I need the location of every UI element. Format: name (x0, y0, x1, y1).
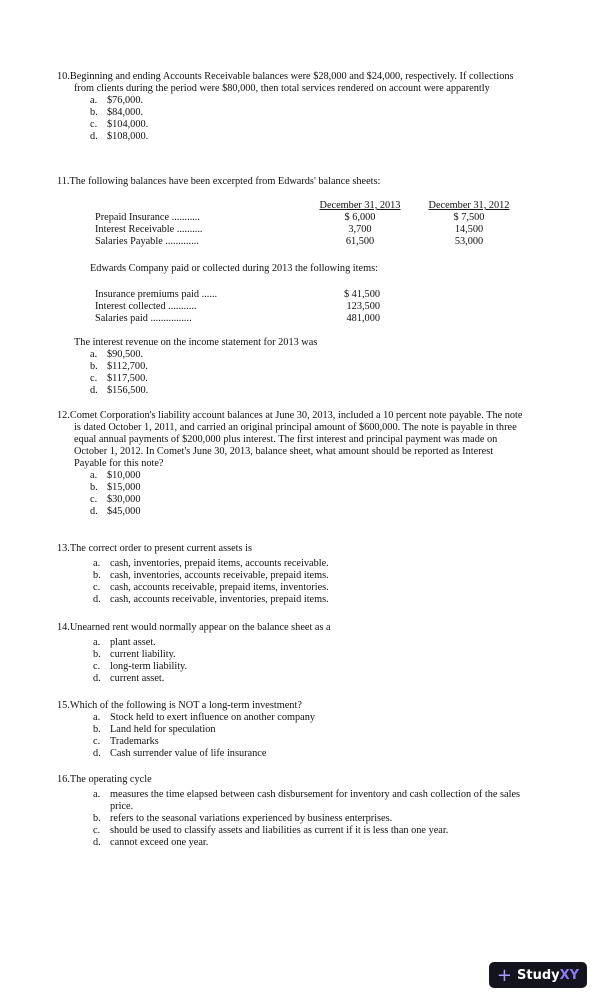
option-letter: c. (93, 582, 101, 593)
option-letter: a. (90, 349, 98, 360)
row-label: Prepaid Insurance ........... (95, 212, 200, 223)
question-11-prompt (74, 337, 544, 397)
option-text: $108,000. (107, 131, 149, 142)
option-letter: a. (93, 712, 101, 723)
logo-text-accent: XY (559, 967, 580, 983)
options (57, 95, 527, 143)
option-c (57, 494, 527, 506)
question-stem: 16.The operating cycle (57, 774, 152, 785)
option-letter: d. (93, 837, 101, 848)
option-letter: c. (93, 661, 101, 672)
option-text: $117,500. (107, 373, 148, 384)
value-2012: 53,000 (454, 236, 484, 247)
option-letter: b. (93, 724, 101, 735)
option-letter: b. (93, 570, 101, 581)
options (57, 558, 527, 606)
question-stem: 13.The correct order to present current assets is (57, 543, 252, 554)
option-text: long-term liability. (110, 661, 188, 672)
value-2013: 3,700 (348, 224, 372, 235)
option-c (57, 825, 527, 837)
option-letter: d. (90, 385, 98, 396)
option-text: should be used to classify assets and liabilities as current if it is less than one year. (110, 825, 449, 836)
option-text: $90,500. (107, 349, 144, 360)
question-stem: 11.The following balances have been excerpted from Edwards' balance sheets: (57, 176, 381, 187)
option-letter: a. (90, 95, 98, 106)
paid-item-label: Interest collected ........... (95, 301, 197, 312)
option-d (57, 385, 544, 397)
option-a (57, 637, 527, 649)
option-text: Trademarks (110, 736, 159, 747)
option-letter: a. (93, 637, 101, 648)
option-text: plant asset. (110, 637, 156, 648)
studyxy-logo (489, 962, 587, 988)
question-16 (57, 774, 527, 849)
option-a (57, 349, 544, 361)
question-12 (57, 410, 527, 518)
options (57, 637, 527, 685)
option-text: cash, inventories, accounts receivable, prepaid items. (110, 570, 329, 581)
question-stem: 10.Beginning and ending Accounts Receivable balances were $28,000 and $24,000, respectively. If collections from clients during the period were $80,000, then total services rendered on account were apparently (57, 71, 514, 94)
question-text: The interest revenue on the income statement for 2013 was (74, 337, 318, 348)
option-letter: b. (90, 482, 98, 493)
option-c (57, 661, 527, 673)
value-2013: 61,500 (345, 236, 375, 247)
row-label: Interest Receivable .......... (95, 224, 203, 235)
value-2012: $ 7,500 (453, 212, 485, 223)
question-stem: 12.Comet Corporation's liability account balances at June 30, 2013, included a 10 percent note payable. The note is dated October 1, 2011, and carried an original principal amount of $600,000. The note is payable in three equal annual payments of $200,000 plus interest. The first interest and principal payment was made on October 1, 2012. In Comet's June 30, 2013, balance sheet, what amount should be reported as Interest Payable for this note? (57, 410, 523, 469)
option-text: Stock held to exert influence on another company (110, 712, 316, 723)
option-d (57, 131, 527, 143)
option-c (57, 582, 527, 594)
option-b (57, 724, 527, 736)
option-a (57, 712, 527, 724)
option-letter: d. (90, 131, 98, 142)
option-c (57, 373, 544, 385)
option-letter: a. (93, 558, 101, 569)
option-letter: a. (90, 470, 98, 481)
option-d (57, 506, 527, 518)
paid-item-label: Salaries paid ................ (95, 313, 192, 324)
options (57, 470, 527, 518)
option-b (57, 482, 527, 494)
question-10 (57, 71, 527, 143)
option-text: $15,000 (107, 482, 141, 493)
value-2013: $ 6,000 (344, 212, 376, 223)
option-letter: d. (93, 594, 101, 605)
question-stem: 15.Which of the following is NOT a long-term investment? (57, 700, 302, 711)
option-letter: a. (93, 789, 101, 800)
options (57, 349, 544, 397)
option-text: current asset. (110, 673, 165, 684)
value-2012: 14,500 (454, 224, 484, 235)
option-letter: c. (90, 119, 98, 130)
column-header-2012: December 31, 2012 (428, 200, 510, 211)
option-d (57, 837, 527, 849)
options (57, 712, 527, 760)
option-a (57, 789, 527, 813)
paid-item-value: 123,500 (346, 301, 380, 312)
question-13 (57, 543, 527, 606)
option-b (57, 570, 527, 582)
option-text: cash, accounts receivable, inventories, prepaid items. (110, 594, 329, 605)
option-text: Land held for speculation (110, 724, 216, 735)
option-letter: d. (93, 748, 101, 759)
option-a (57, 558, 527, 570)
paid-item-value: $ 41,500 (343, 289, 380, 300)
logo-text: Study (517, 967, 560, 983)
option-c (57, 119, 527, 131)
option-d (57, 594, 527, 606)
option-d (57, 748, 527, 760)
option-text: $76,000. (107, 95, 144, 106)
option-c (57, 736, 527, 748)
option-text: refers to the seasonal variations experienced by business enterprises. (110, 813, 393, 824)
option-b (57, 107, 527, 119)
option-text: $45,000 (107, 506, 141, 517)
paid-item-label: Insurance premiums paid ...... (95, 289, 218, 300)
paid-intro: Edwards Company paid or collected during 2013 the following items: (90, 263, 378, 274)
options (57, 789, 527, 849)
paid-item-value: 481,000 (346, 313, 380, 324)
option-a (57, 470, 527, 482)
option-letter: b. (90, 361, 98, 372)
option-text: $10,000 (107, 470, 141, 481)
option-letter: c. (90, 373, 98, 384)
option-text: $104,000. (107, 119, 149, 130)
column-header-2013: December 31, 2013 (319, 200, 401, 211)
option-text: cash, accounts receivable, prepaid items, inventories. (110, 582, 329, 593)
option-text: cash, inventories, prepaid items, accounts receivable. (110, 558, 329, 569)
option-b (57, 361, 544, 373)
option-letter: d. (93, 673, 101, 684)
option-letter: b. (90, 107, 98, 118)
option-a (57, 95, 527, 107)
option-text: $112,700. (107, 361, 148, 372)
question-11 (57, 176, 527, 188)
question-stem: 14.Unearned rent would normally appear on the balance sheet as a (57, 622, 331, 633)
question-15 (57, 700, 527, 760)
option-text: $84,000. (107, 107, 144, 118)
row-label: Salaries Payable ............. (95, 236, 199, 247)
option-d (57, 673, 527, 685)
plus-icon: + (496, 964, 513, 986)
option-text: cannot exceed one year. (110, 837, 209, 848)
option-text: current liability. (110, 649, 176, 660)
option-text: measures the time elapsed between cash disbursement for inventory and cash collection of the sales price. (110, 789, 521, 812)
option-text: Cash surrender value of life insurance (110, 748, 267, 759)
option-letter: b. (93, 813, 101, 824)
option-letter: b. (93, 649, 101, 660)
option-text: $30,000 (107, 494, 141, 505)
option-letter: d. (90, 506, 98, 517)
option-letter: c. (93, 736, 101, 747)
option-b (57, 649, 527, 661)
option-letter: c. (93, 825, 101, 836)
option-b (57, 813, 527, 825)
question-14 (57, 622, 527, 685)
option-letter: c. (90, 494, 98, 505)
option-text: $156,500. (107, 385, 149, 396)
